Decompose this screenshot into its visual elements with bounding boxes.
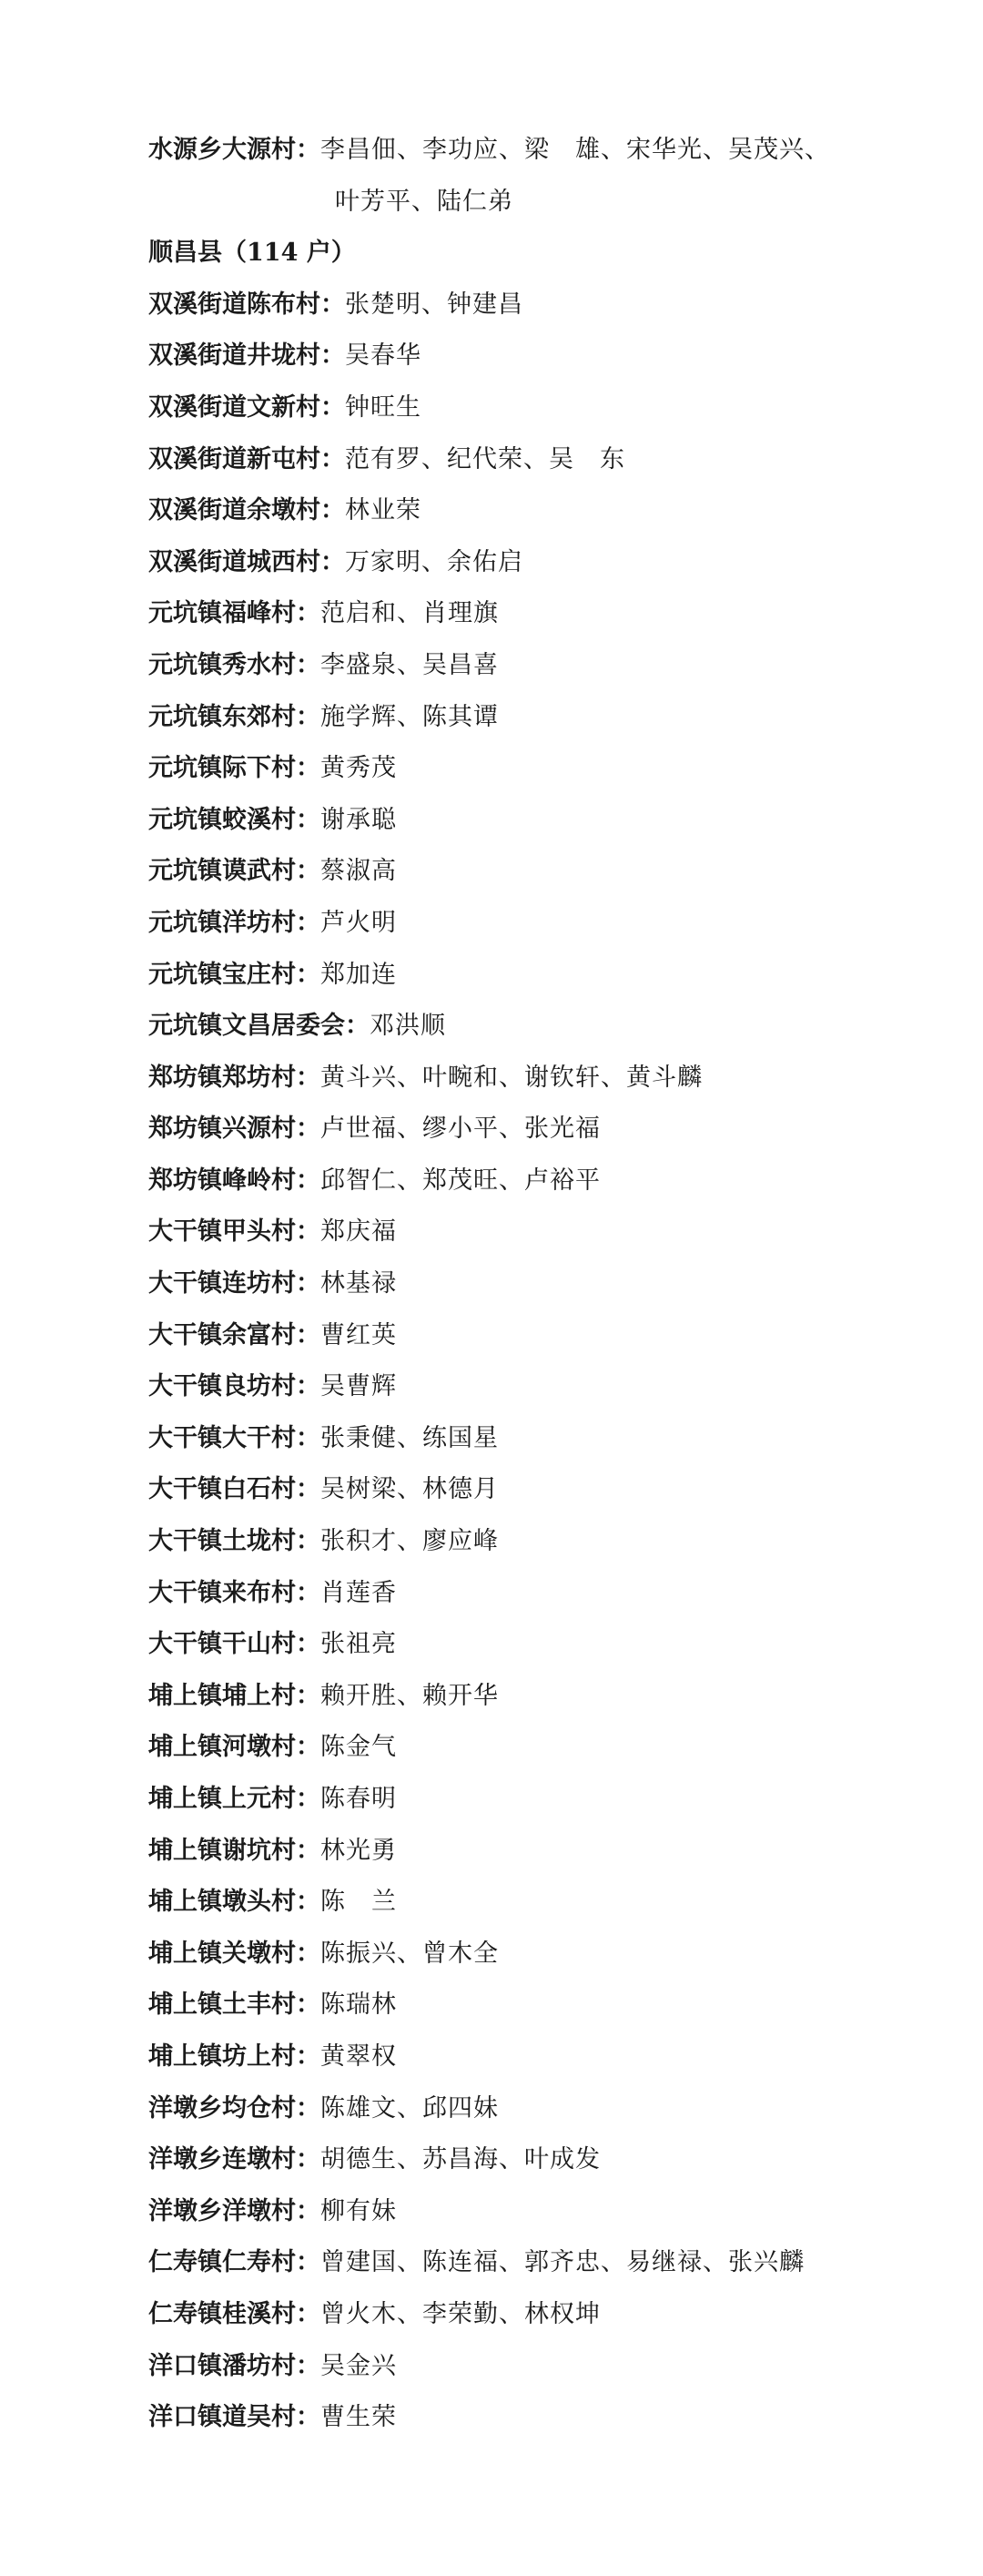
list-item — [148, 2289, 877, 2341]
village-name: 埔上镇坊上村 — [148, 2041, 296, 2071]
separator: ： — [296, 2196, 320, 2225]
separator: ： — [320, 547, 345, 576]
separator: ： — [296, 650, 320, 679]
list-item — [148, 1207, 877, 1258]
village-name: 埔上镇河墩村 — [148, 1733, 296, 1762]
village-name: 大干镇良坊村 — [148, 1372, 296, 1401]
household-names: 黄斗兴、叶畹和、谢钦轩、黄斗麟 — [320, 1063, 703, 1092]
village-name: 大干镇余富村 — [148, 1320, 296, 1349]
household-names: 芦火明 — [320, 908, 397, 937]
separator: ： — [296, 1475, 320, 1504]
list-item — [148, 1774, 877, 1826]
separator: ： — [320, 444, 345, 473]
separator: ： — [296, 2093, 320, 2123]
household-names: 范有罗、纪代荣、吴 东 — [345, 444, 625, 473]
village-name: 大干镇来布村 — [148, 1578, 296, 1607]
household-names: 陈春明 — [320, 1785, 397, 1813]
household-names: 黄翠权 — [320, 2041, 397, 2071]
separator: ： — [296, 599, 320, 628]
household-names: 林业荣 — [345, 496, 421, 525]
list-item — [148, 1722, 877, 1774]
separator: ： — [296, 1372, 320, 1401]
village-name: 郑坊镇峰岭村 — [148, 1166, 296, 1195]
village-name: 双溪街道城西村 — [148, 547, 320, 576]
list-item — [148, 2341, 877, 2393]
household-names: 赖开胜、赖开华 — [320, 1681, 499, 1710]
list-item — [148, 537, 877, 589]
separator: ： — [296, 754, 320, 783]
entries-list — [148, 280, 877, 2444]
household-names: 肖莲香 — [320, 1578, 397, 1607]
list-item — [148, 1104, 877, 1156]
household-names: 曾火木、李荣勤、林权坤 — [320, 2299, 601, 2328]
village-name: 埔上镇埔上村 — [148, 1681, 296, 1710]
household-names: 钟旺生 — [345, 392, 421, 422]
household-names: 吴金兴 — [320, 2351, 397, 2380]
household-names: 胡德生、苏昌海、叶成发 — [320, 2145, 601, 2174]
list-item — [148, 1929, 877, 1980]
separator: ： — [296, 2351, 320, 2380]
village-name: 洋墩乡均仓村 — [148, 2093, 296, 2123]
village-name: 大干镇白石村 — [148, 1475, 296, 1504]
village-name: 元坑镇际下村 — [148, 754, 296, 783]
household-names: 邓洪顺 — [370, 1012, 446, 1041]
household-names: 叶芳平、陆仁弟 — [335, 187, 513, 216]
list-item — [148, 1619, 877, 1671]
village-name: 双溪街道新屯村 — [148, 444, 320, 473]
list-item — [148, 125, 877, 177]
village-name: 洋墩乡洋墩村 — [148, 2196, 296, 2225]
list-item — [148, 1156, 877, 1207]
household-names: 谢承聪 — [320, 805, 397, 834]
list-item-continuation — [148, 177, 877, 229]
list-item — [148, 1980, 877, 2031]
village-name: 元坑镇谟武村 — [148, 857, 296, 886]
list-item — [148, 1671, 877, 1723]
village-name: 双溪街道余墩村 — [148, 496, 320, 525]
village-name: 元坑镇蛟溪村 — [148, 805, 296, 834]
list-item — [148, 2186, 877, 2238]
list-item — [148, 1877, 877, 1929]
separator: ： — [296, 1785, 320, 1813]
village-name: 大干镇干山村 — [148, 1630, 296, 1659]
separator: ： — [296, 136, 320, 164]
household-names: 张秉健、练国星 — [320, 1423, 499, 1452]
list-item — [148, 950, 877, 1002]
list-item — [148, 1258, 877, 1310]
household-names: 万家明、余佑启 — [345, 547, 523, 576]
household-names: 郑庆福 — [320, 1217, 397, 1247]
list-item — [148, 2083, 877, 2135]
household-names: 李盛泉、吴昌喜 — [320, 650, 499, 679]
list-item — [148, 1361, 877, 1413]
recipient-list — [148, 125, 877, 2444]
village-name: 元坑镇东郊村 — [148, 702, 296, 731]
village-name: 埔上镇土丰村 — [148, 1991, 296, 2020]
village-name: 埔上镇墩头村 — [148, 1888, 296, 1917]
list-item — [148, 1826, 877, 1878]
separator: ： — [296, 2299, 320, 2328]
household-names: 陈雄文、邱四妹 — [320, 2093, 499, 2123]
list-item — [148, 2392, 877, 2444]
separator: ： — [296, 1527, 320, 1556]
village-name: 双溪街道陈布村 — [148, 290, 320, 319]
village-name: 郑坊镇兴源村 — [148, 1115, 296, 1144]
village-name: 元坑镇福峰村 — [148, 599, 296, 628]
household-names: 张祖亮 — [320, 1630, 397, 1659]
village-name: 洋墩乡连墩村 — [148, 2145, 296, 2174]
household-names: 张楚明、钟建昌 — [345, 290, 523, 319]
village-name: 郑坊镇郑坊村 — [148, 1063, 296, 1092]
list-item — [148, 1310, 877, 1362]
village-name: 元坑镇秀水村 — [148, 650, 296, 679]
household-names: 曹生荣 — [320, 2403, 397, 2432]
household-names: 陈金气 — [320, 1733, 397, 1762]
separator: ： — [296, 1836, 320, 1865]
list-item — [148, 485, 877, 537]
separator: ： — [296, 1733, 320, 1762]
village-name: 埔上镇上元村 — [148, 1785, 296, 1813]
separator: ： — [296, 1991, 320, 2020]
list-item — [148, 1413, 877, 1465]
separator: ： — [296, 960, 320, 989]
separator: ： — [320, 392, 345, 422]
household-names: 柳有妹 — [320, 2196, 397, 2225]
list-item — [148, 846, 877, 898]
separator: ： — [296, 702, 320, 731]
household-names: 邱智仁、郑茂旺、卢裕平 — [320, 1166, 601, 1195]
household-names: 林光勇 — [320, 1836, 397, 1865]
village-name: 双溪街道文新村 — [148, 392, 320, 422]
list-item — [148, 1053, 877, 1105]
village-name: 大干镇连坊村 — [148, 1269, 296, 1298]
separator: ： — [345, 1012, 370, 1041]
list-item — [148, 1464, 877, 1516]
separator: ： — [296, 2041, 320, 2071]
separator: ： — [296, 1269, 320, 1298]
list-item — [148, 795, 877, 847]
village-name: 元坑镇洋坊村 — [148, 908, 296, 937]
separator: ： — [296, 908, 320, 937]
household-names: 卢世福、缪小平、张光福 — [320, 1115, 601, 1144]
list-item — [148, 2237, 877, 2289]
separator: ： — [296, 1063, 320, 1092]
household-names: 吴树梁、林德月 — [320, 1475, 499, 1504]
list-item — [148, 382, 877, 434]
household-names: 吴曹辉 — [320, 1372, 397, 1401]
separator: ： — [320, 496, 345, 525]
separator: ： — [296, 1939, 320, 1968]
list-item — [148, 898, 877, 950]
list-item — [148, 1516, 877, 1568]
separator: ： — [296, 1888, 320, 1917]
list-item — [148, 2134, 877, 2186]
list-item — [148, 331, 877, 382]
household-names: 曹红英 — [320, 1320, 397, 1349]
household-names: 陈振兴、曾木全 — [320, 1939, 499, 1968]
separator: ： — [296, 1681, 320, 1710]
separator: ： — [296, 2145, 320, 2174]
separator: ： — [296, 1115, 320, 1144]
county-heading: 顺昌县（114 户） — [148, 239, 356, 268]
village-name: 元坑镇宝庄村 — [148, 960, 296, 989]
household-names: 曾建国、陈连福、郭齐忠、易继禄、张兴麟 — [320, 2248, 805, 2277]
village-name: 埔上镇谢坑村 — [148, 1836, 296, 1865]
household-names: 吴春华 — [345, 341, 421, 371]
village-name: 双溪街道井垅村 — [148, 341, 320, 371]
household-names: 陈瑞林 — [320, 1991, 397, 2020]
separator: ： — [320, 341, 345, 371]
separator: ： — [296, 1423, 320, 1452]
household-names: 黄秀茂 — [320, 754, 397, 783]
village-name: 埔上镇关墩村 — [148, 1939, 296, 1968]
list-item — [148, 1568, 877, 1620]
separator: ： — [296, 2248, 320, 2277]
household-names: 张积才、廖应峰 — [320, 1527, 499, 1556]
village-name: 大干镇土垅村 — [148, 1527, 296, 1556]
village-name: 元坑镇文昌居委会 — [148, 1012, 345, 1041]
village-name: 仁寿镇桂溪村 — [148, 2299, 296, 2328]
list-item — [148, 434, 877, 486]
household-names: 郑加连 — [320, 960, 397, 989]
separator: ： — [296, 1217, 320, 1247]
household-names: 李昌佃、李功应、梁 雄、宋华光、吴茂兴、 — [320, 136, 830, 164]
village-name: 大干镇甲头村 — [148, 1217, 296, 1247]
separator: ： — [320, 290, 345, 319]
list-item — [148, 692, 877, 744]
list-item — [148, 2031, 877, 2083]
village-name: 水源乡大源村 — [148, 136, 296, 164]
list-item — [148, 280, 877, 331]
separator: ： — [296, 1578, 320, 1607]
separator: ： — [296, 805, 320, 834]
list-item — [148, 743, 877, 795]
separator: ： — [296, 2403, 320, 2432]
separator: ： — [296, 857, 320, 886]
village-name: 仁寿镇仁寿村 — [148, 2248, 296, 2277]
village-name: 大干镇大干村 — [148, 1423, 296, 1452]
separator: ： — [296, 1320, 320, 1349]
list-item — [148, 588, 877, 640]
separator: ： — [296, 1166, 320, 1195]
village-name: 洋口镇潘坊村 — [148, 2351, 296, 2380]
list-item — [148, 1001, 877, 1053]
village-name: 洋口镇道吴村 — [148, 2403, 296, 2432]
household-names: 施学辉、陈其谭 — [320, 702, 499, 731]
separator: ： — [296, 1630, 320, 1659]
household-names: 蔡淑高 — [320, 857, 397, 886]
household-names: 陈 兰 — [320, 1888, 397, 1917]
household-names: 林基禄 — [320, 1269, 397, 1298]
household-names: 范启和、肖理旗 — [320, 599, 499, 628]
list-item — [148, 640, 877, 692]
